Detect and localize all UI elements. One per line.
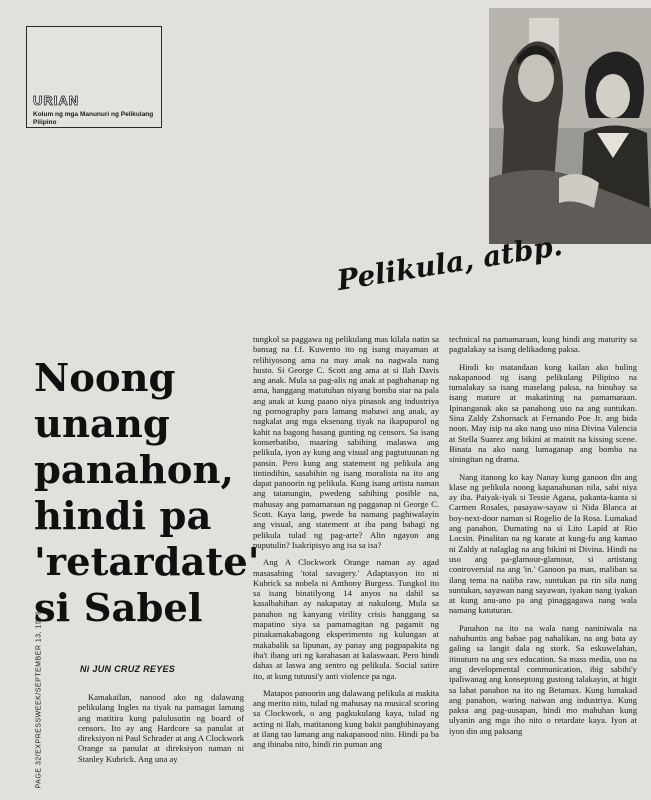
headline-line: unang bbox=[34, 402, 170, 447]
headline-line: panahon, bbox=[34, 448, 234, 493]
paragraph: Hindi ko matandaan kung kailan ako huling nakapanood ng isang pelikulang Pilipino na tumalakay sa isang maselang paksa, na binuhay sa isang mature at makatining na pamamaraan. Ipinanganak ako sa panahong uso na ang suntukan. Sina Zaldy Zshornack at Fernando Poe Jr. ang bida noon. May isip na ako nang uso nina Divina Valencia at Stella Suarez ang bikini at mainit na kissing scene. Binata na ako nang lumaganap ang bomba na siningitan ng drama. bbox=[449, 361, 637, 465]
page-marker: PAGE 32/EXPRESSWEEK/SEPTEMBER 13, 1979 bbox=[35, 610, 43, 789]
column-subtitle: Kolum ng mga Manunuri ng Pelikulang Pilipino bbox=[33, 111, 154, 126]
headline-line: hindi pa bbox=[34, 494, 212, 539]
paragraph: Matapos panoorin ang dalawang pelikula at makita ang merito nito, tulad ng mahusay na musical scoring sa Clockwork, o ang pagkukulang kaya, tulad ng acting ni Ilah, matitanong kung bakit panghihinayang at ilang tao lamang ang nakapanood nito. Hindi pa ba ang ibinaba nito, hindi rin puman ang bbox=[253, 687, 439, 750]
headline bbox=[34, 356, 260, 632]
photo-still-icon bbox=[489, 8, 651, 244]
paragraph: Kamakailan, nanood ako ng dalawang pelikulang Ingles na tiyak na pamagat lamang ang matitira kung palulusutin ng board of censors. Ito ay ang Hardcore sa panulat at direksiyon ni Paul Schrader at ang A Clockwork Orange sa panulat at direksiyon naman ni Stanley Kubrick. Ang una ay bbox=[78, 692, 244, 764]
section-title: Pelikula, atbp. bbox=[334, 228, 565, 297]
headline-line: Noong bbox=[34, 356, 176, 401]
article-column-2 bbox=[253, 334, 439, 800]
headline-line: 'retardate' bbox=[34, 540, 260, 585]
film-still-photo bbox=[489, 8, 651, 244]
paragraph: tungkol sa paggawa ng pelikulang mas kilala natin sa bansag na f.f. Kuwento ito ng isang mayaman at relihiyosong ama na may anak na nagwala nang husto. Si George C. Scott ang ama at si Ilah Davis ang anak. Mula sa pag-alis ng anak at paghahanap ng ama, hanggang matutuhan niyang bomba star na pala ang anak at kung paano niya pinasok ang industriya ng pornography para lamang mabawi ang anak, ay nagkalat ang mga eksenang tiyak na ikapupurol ng kahit na bagong hasang gunting ng censors. Sa isang konserbatibo, maaring sabihing malaswa ang pelikula, iyon ay kung ang visual ang pagtutuunan ng pansin. Pero kung ang statement ng pelikula ang iintindihin, sasabihin ng isang moralista na ito ang dapat panoorin ng pelikula. Kung isang artista naman ang tatanungin, pwedeng sabihing posible na, mahusay ang pamamaraan ng pagganap ni George C. Scott. Kaya lang, pwede ba namang paghiwalayin ang visual, ang statement at iba pang bahagi ng pelikula tulad ng pag-arte? Alin ngayon ang puputulin? Isakripisyo ang isa sa isa? bbox=[253, 334, 439, 550]
paragraph: Ang A Clockwork Orange naman ay agad masasabing 'total savagery.' Adaptasyon ito ni Kubrick sa nobela ni Anthony Burgess. Tungkol ito sa isang binatilyong 14 anyos na dahil sa kasalbahihan ay nakapatay at nakulong. Mula sa panahon ng kanyang virility crisis hanggang sa mapatino siya sa pamamagitan ng pagamit ng pinakamakabagong eksperimento ng kulungan at makabalik sa lipunan, ay panay ang pagpapakita ng iba't ibang uri ng karahasan at kalaswaan. Pero hindi dahas at laswa ang sentro ng pelikula. Social satire ito, at kung tutuusi'y anti violence pa nga. bbox=[253, 557, 439, 681]
headline-line: si Sabel bbox=[34, 586, 203, 631]
column-header-box bbox=[26, 26, 162, 128]
column-name: URIAN bbox=[33, 93, 80, 108]
byline: Ni JUN CRUZ REYES bbox=[80, 664, 176, 674]
paragraph: Panahon na ito na wala nang naniniwala na nahuhuntis ang babae pag nahalikan, na ang bata ay galing sa langit dala ng stork. Sa eskuwelahan, itinuturo na ang sex education. Sa mass media, uso na ang developmental communication, ibig sabihi'y ipaliwanag ang konseptong gustong talakayin, at higit sa lahat panahon na ito ng Betamax. Kung lumakad ang panahon, waring naiwan ang industriya. Kung paksa ang pag-uusapan, hindi mo mahuhan kung ulyanin ang mga iho nito o retardate kaya. Iyon at iyon din ang paksang bbox=[449, 622, 637, 736]
article-column-1 bbox=[78, 692, 244, 800]
paragraph: technical na pamamaraan, kung hindi ang maturity sa pagtalakay sa isang delikadong paksa. bbox=[449, 334, 637, 355]
article-column-3 bbox=[449, 334, 637, 800]
paragraph: Nang itanong ko kay Nanay kung ganoon din ang klase ng pelikula noong kapanahunan nila, sabi niya ay iba. Paiyak-iyak si Tessie Agana, pakanta-kanta si Carmen Rosales, pasayaw-sayaw si Nida Blanca at boy-next-door naman si Rogelio de la Rosa. Lumakad ang panahon. Dumating na si Lito Lapid at Rio Locsin. Pinalitan na ng karate at kung-fu ang kamao ni Zaldy at nalaglag na ang bikini ni Divina. Hindi na uso ang pa-glamour-glamour, si artistang controversial na ang 'in.' Ganoon pa man, maliban sa ilang tema na naiiba raw, suntukan pa rin sila nang suntukan, sayawan nang sayawan, iyakan nang iyakan at kung anu-ano pa ang pinaggagawa nang wala namang katuturan. bbox=[449, 471, 637, 616]
